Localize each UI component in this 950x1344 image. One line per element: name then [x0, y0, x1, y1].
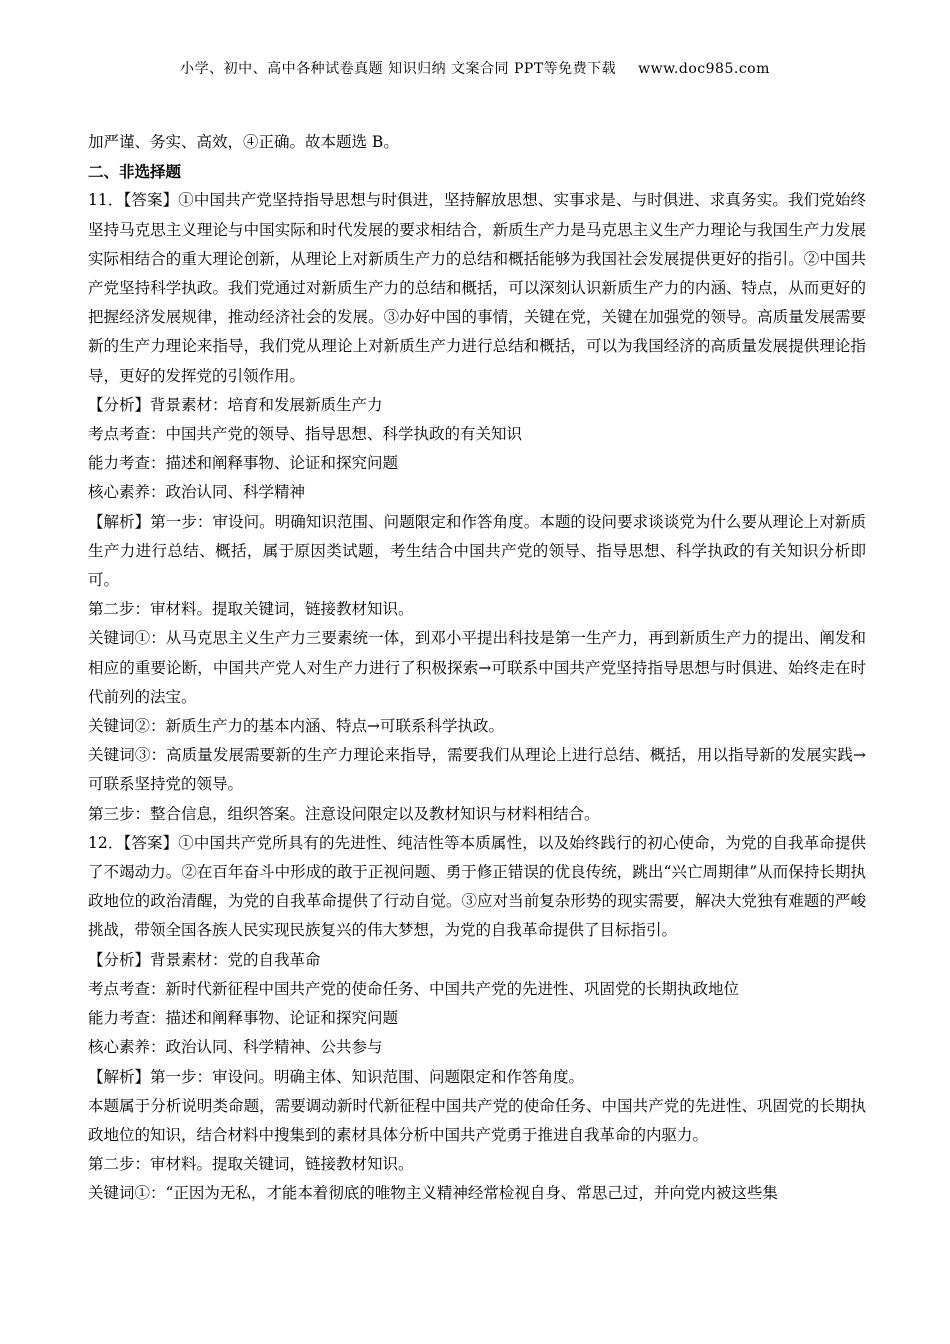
analysis-line: 能力考查：描述和阐释事物、论证和探究问题 [88, 454, 399, 473]
analysis-line: 核心素养：政治认同、科学精神 [88, 483, 306, 502]
keyword-paragraph: 关键词①：“正因为无私，才能本着彻底的唯物主义精神经常检视自身、常思己过，并向党内被这些集 [88, 1184, 778, 1203]
analysis-line: 考点考查：中国共产党的领导、指导思想、科学执政的有关知识 [88, 425, 523, 444]
analysis-line: 考点考查：新时代新征程中国共产党的使命任务、中国共产党的先进性、巩固党的长期执政地位 [88, 979, 740, 998]
header-banner: 小学、初中、高中各种试卷真题 知识归纳 文案合同 PPT等免费下载 [180, 61, 617, 77]
step-line: 第三步：整合信息，组织答案。注意设问限定以及教材知识与材料相结合。 [88, 804, 600, 823]
answer-12: 12．【答案】①中国共产党所具有的先进性、纯洁性等本质属性，以及始终践行的初心使命，为党的自我革命提供了不竭动力。②在百年奋斗中形成的敢于正视问题、勇于修正错误的优良传统，跳出“兴亡周期律”从而保持长期执政地位的政治清醒，为党的自我革命提供了行动自觉。③应对当前复杂形势的现实需要，解决大党独有难题的严峻挑战，带领全国各族人民实现民族复兴的伟大梦想，为党的自我革命提供了目标指引。 [88, 833, 866, 940]
step-line: 第二步：审材料。提取关键词，链接教材知识。 [88, 600, 414, 619]
explanation-paragraph: 本题属于分析说明类命题，需要调动新时代新征程中国共产党的使命任务、中国共产党的先进性、巩固党的长期执政地位的知识，结合材料中搜集到的素材具体分析中国共产党勇于推进自我革命的内驱力。 [88, 1096, 866, 1144]
header-site-link[interactable]: www.doc985.com [638, 61, 770, 77]
analysis-line: 能力考查：描述和阐释事物、论证和探究问题 [88, 1009, 399, 1028]
analysis-line: 【分析】背景素材：培育和发展新质生产力 [88, 395, 383, 414]
step-line: 第二步：审材料。提取关键词，链接教材知识。 [88, 1155, 414, 1174]
keyword-paragraph: 关键词③：高质量发展需要新的生产力理论来指导，需要我们从理论上进行总结、概括，用以指导新的发展实践→可联系坚持党的领导。 [88, 746, 866, 794]
text-line: 加严谨、务实、高效，④正确。故本题选 B。 [88, 133, 399, 151]
explanation-paragraph: 【解析】第一步：审设问。明确知识范围、问题限定和作答角度。本题的设问要求谈谈党为什么要从理论上对新质生产力进行总结、概括，属于原因类试题，考生结合中国共产党的领导、指导思想、科学执政的有关知识分析即可。 [88, 512, 866, 590]
section-heading: 二、非选择题 [88, 162, 182, 182]
answer-11: 11．【答案】①中国共产党坚持指导思想与时俱进，坚持解放思想、实事求是、与时俱进、求真务实。我们党始终坚持马克思主义理论与中国实际和时代发展的要求相结合，新质生产力是马克思主义生产力理论与我国生产力发展实际相结合的重大理论创新，从理论上对新质生产力的总结和概括能够为我国社会发展提供更好的指引。②中国共产党坚持科学执政。我们党通过对新质生产力的总结和概括，可以深刻认识新质生产力的内涵、特点，从而更好的把握经济发展规律，推动经济社会的发展。③办好中国的事情，关键在党，关键在加强党的领导。高质量发展需要新的生产力理论来指导，我们党从理论上对新质生产力进行总结和概括，可以为我国经济的高质量发展提供理论指导，更好的发挥党的引领作用。 [88, 191, 866, 385]
analysis-line: 核心素养：政治认同、科学精神、公共参与 [88, 1038, 383, 1057]
page-header [0, 58, 950, 78]
explanation-paragraph: 【解析】第一步：审设问。明确主体、知识范围、问题限定和作答角度。 [88, 1067, 585, 1086]
document-body [88, 128, 866, 1209]
analysis-line: 【分析】背景素材：党的自我革命 [88, 950, 321, 969]
keyword-paragraph: 关键词①：从马克思主义生产力三要素统一体，到邓小平提出科技是第一生产力，再到新质生产力的提出、阐发和相应的重要论断，中国共产党人对生产力进行了积极探索→可联系中国共产党坚持指导思想与时俱进、始终走在时代前列的法宝。 [88, 629, 866, 706]
keyword-paragraph: 关键词②：新质生产力的基本内涵、特点→可联系科学执政。 [88, 717, 504, 736]
